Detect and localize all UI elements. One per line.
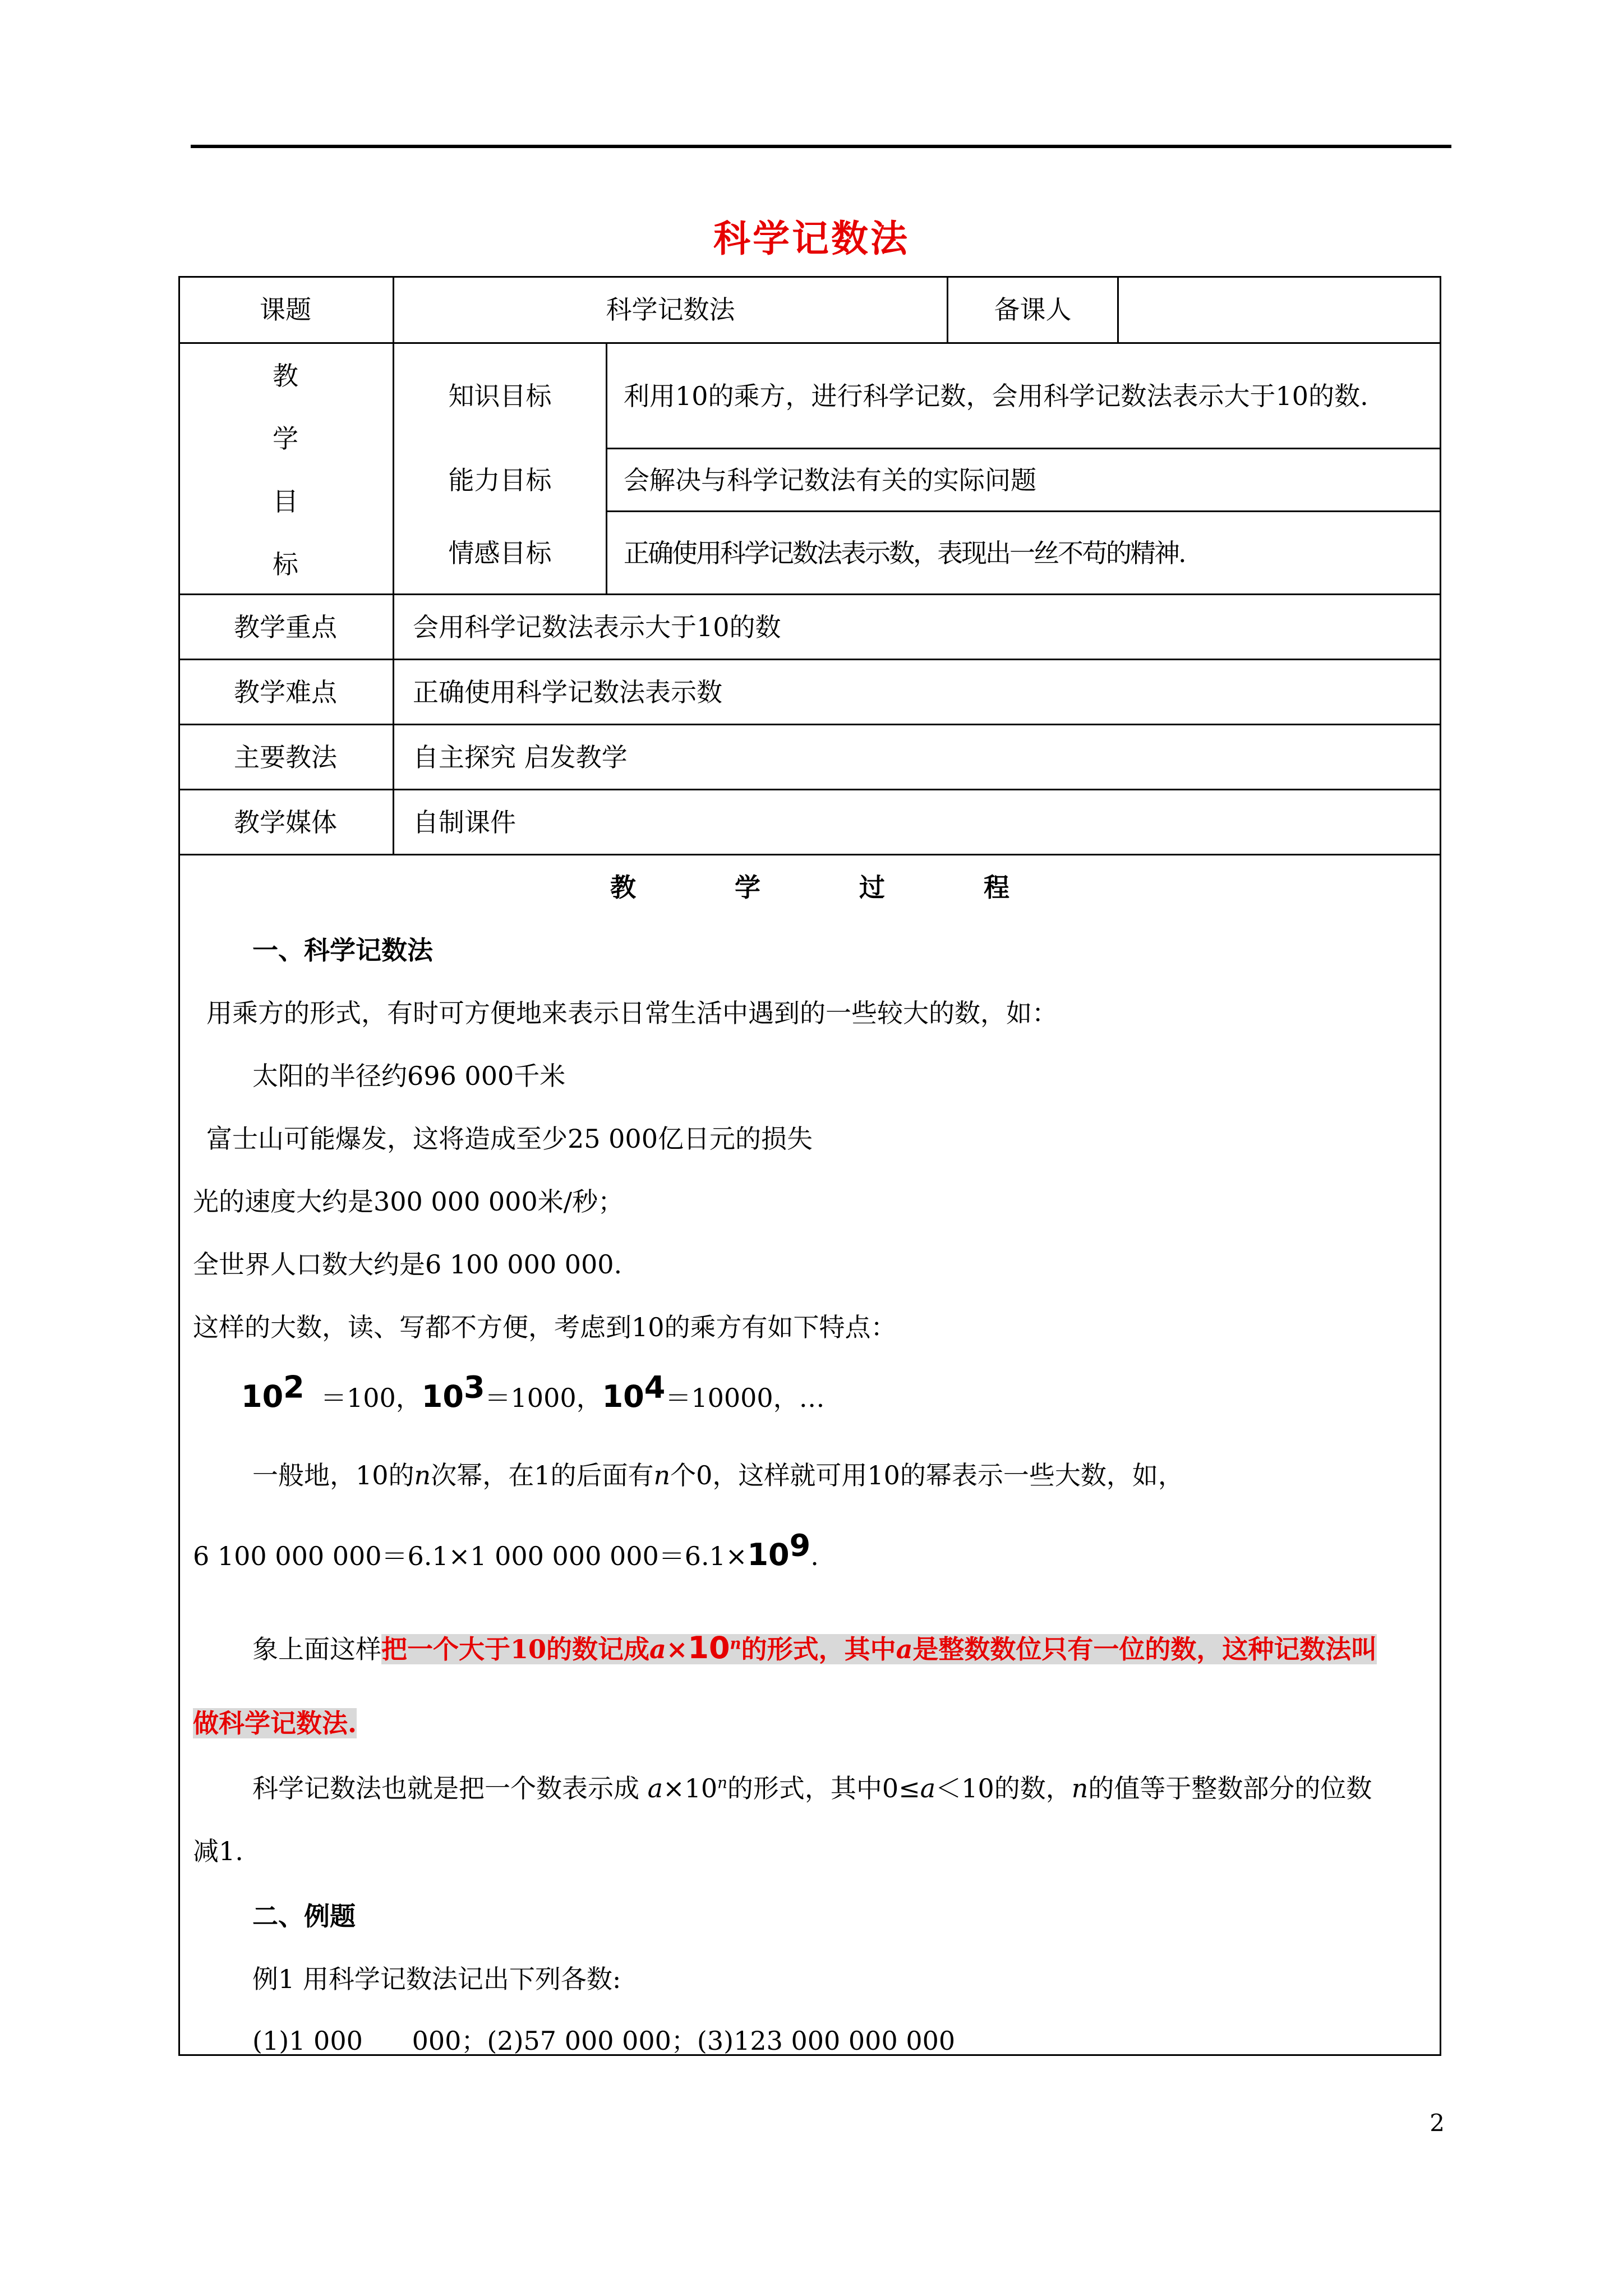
- paragraph: 6 100 000 000＝6.1×1 000 000 $000=6.1\times 10^9$.: [193, 1527, 819, 1572]
- topic-value: 科学记数法: [606, 295, 735, 325]
- row-label: 教学媒体: [234, 807, 337, 838]
- powers-line: $10^2 =100$，$10^3=1000$，$10^4=10000$，…: [241, 1369, 825, 1414]
- row-value: 自主探究 启发教学: [413, 742, 628, 772]
- paragraph: 减1.: [193, 1836, 243, 1866]
- paragraph: 用乘方的形式，有时可方便地来表示日常生活中遇到的一些较大的数，如：: [206, 998, 1058, 1028]
- paragraph: 富士山可能爆发，这将造成至少25 000亿日元的损失: [206, 1124, 813, 1154]
- row-label: 主要教法: [234, 742, 337, 772]
- goals-label-char: 学: [273, 424, 298, 454]
- goals-label-char: 教: [273, 361, 298, 391]
- goal-value: 正确使用科学记数法表示数，表现出一丝不苟的精神.: [624, 538, 1185, 568]
- page-title: 科学记数法: [713, 217, 910, 260]
- paragraph: 科学记数法也就是把一个数表示成 $a\times 10^n$的形式，其中0≤a＜10的数，n的值等于整数部分的位数: [252, 1773, 1372, 1803]
- definition-line-2: 做科学记数法.: [193, 1708, 357, 1738]
- goal-label: 情感目标: [448, 538, 552, 568]
- page-number: 2: [1430, 2109, 1445, 2137]
- paragraph: 这样的大数，读、写都不方便，考虑到10的乘方有如下特点：: [193, 1312, 897, 1342]
- goal-label: 知识目标: [448, 381, 552, 411]
- row-value: 会用科学记数法表示大于10的数: [413, 612, 781, 642]
- section-heading: 二、例题: [252, 1901, 356, 1931]
- section-heading: 一、科学记数法: [252, 935, 433, 965]
- topic-label: 课题: [260, 295, 311, 325]
- preparer-label: 备课人: [994, 295, 1072, 325]
- row-label: 教学重点: [234, 612, 337, 642]
- paragraph: 太阳的半径约696 000千米: [252, 1061, 566, 1091]
- process-heading: 教 学 过 程: [610, 872, 1055, 903]
- row-value: 正确使用科学记数法表示数: [413, 677, 722, 707]
- goal-value: 会解决与科学记数法有关的实际问题: [624, 465, 1036, 495]
- paragraph: (1)1 000 000；(2)57 000 000；(3)123 000 000 000: [252, 2026, 956, 2056]
- goals-label-char: 标: [273, 549, 298, 579]
- goal-label: 能力目标: [448, 465, 552, 495]
- definition-line-1: 象上面这样把一个大于10的数记成$a\times 10^n$的形式，其中a是整数数位只有一位的数，这种记数法叫: [252, 1630, 1377, 1665]
- goal-value: 利用10的乘方，进行科学记数，会用科学记数法表示大于10的数.: [624, 381, 1368, 411]
- row-label: 教学难点: [234, 677, 337, 707]
- row-value: 自制课件: [413, 807, 516, 838]
- paragraph: 全世界人口数大约是6 100 000 000.: [193, 1249, 623, 1280]
- paragraph: 例1 用科学记数法记出下列各数:: [252, 1964, 621, 1994]
- paragraph: 一般地，10的n次幂，在1的后面有n个0，这样就可用10的幂表示一些大数，如，: [252, 1460, 1184, 1490]
- goals-label-char: 目: [273, 486, 298, 517]
- paragraph: 光的速度大约是300 000 000米/秒；: [193, 1186, 624, 1217]
- header-rule: [191, 145, 1451, 148]
